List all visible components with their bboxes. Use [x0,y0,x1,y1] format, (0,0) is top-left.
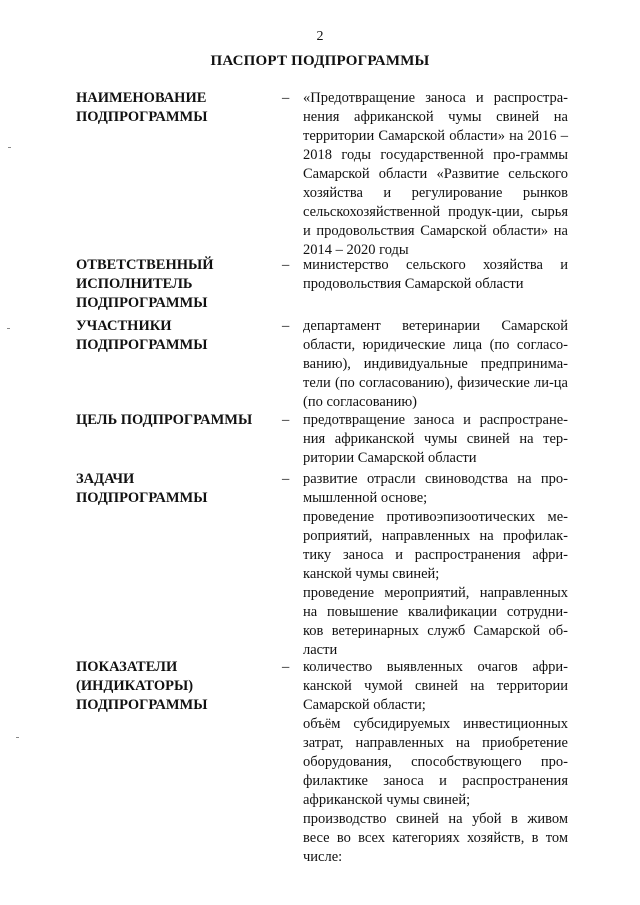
scan-speck [8,147,11,148]
page-number: 2 [316,29,324,44]
passport-row-value-paragraph: «Предотвращение заноса и распростра-нения африканской чумы свиней на территории Самарской области» на 2016 – 2018 годы государственной про-граммы Самарской области «Развитие сельского хозяйства и регулирование рынков сельскохозяйственной продук-ции, сырья и продовольствия Самарской области» на 2014 – 2020 годы [303,90,568,258]
passport-row-label: ОТВЕТСТВЕННЫЙ ИСПОЛНИТЕЛЬ ПОДПРОГРАММЫ [76,257,214,311]
passport-row-value-paragraph: объём субсидируемых инвестиционных затрат, направленных на приобретение оборудования, способствующего про-филактике заноса и распространения африканской чумы свиней; [303,716,568,808]
passport-row-value [303,317,568,412]
passport-row-value [303,256,568,294]
passport-row-value [303,89,568,260]
passport-row-label: НАИМЕНОВАНИЕ ПОДПРОГРАММЫ [76,90,208,125]
passport-row-value-paragraph: проведение противоэпизоотических ме-роприятий, направленных на профилак-тику заноса и распространения афри-канской чумы свиней; [303,509,568,582]
passport-row-value [303,411,568,468]
passport-row [76,256,568,313]
scan-speck [7,328,10,329]
passport-row-value [303,658,568,867]
passport-row-dash: – [282,412,290,428]
passport-row-dash: – [282,90,290,106]
passport-row-dash: – [282,659,290,675]
passport-row-label: ПОКАЗАТЕЛИ (ИНДИКАТОРЫ) ПОДПРОГРАММЫ [76,659,208,713]
passport-row-label: ЦЕЛЬ ПОДПРОГРАММЫ [76,412,253,428]
passport-row-value-paragraph: количество выявленных очагов афри-канской чумой свиней на территории Самарской области; [303,659,568,713]
passport-row-value-paragraph: министерство сельского хозяйства и продовольствия Самарской области [303,257,568,292]
passport-row-value-paragraph: развитие отрасли свиноводства на про-мышленной основе; [303,471,568,506]
passport-row-value-paragraph: предотвращение заноса и распростране-ния африканской чумы свиней на тер-ритории Самарской области [303,412,568,466]
passport-row-value [303,470,568,660]
scan-speck [16,737,19,738]
passport-row [76,317,568,412]
passport-row-value-paragraph: производство свиней на убой в живом весе во всех категориях хозяйств, в том числе: [303,811,568,865]
passport-row-dash: – [282,318,290,334]
passport-row-dash: – [282,257,290,273]
passport-row-value-paragraph: департамент ветеринарии Самарской области, юридические лица (по согласо-ванию), индивидуальные предпринима-тели (по согласованию), физические ли-ца (по согласованию) [303,318,568,410]
passport-row [76,658,568,867]
passport-row-dash: – [282,471,290,487]
passport-row-value-paragraph: проведение мероприятий, направленных на повышение квалификации сотрудни-ков ветеринарных служб Самарской об-ласти [303,585,568,658]
document-title: ПАСПОРТ ПОДПРОГРАММЫ [210,53,430,69]
passport-row [76,89,568,260]
passport-row-label: ЗАДАЧИ ПОДПРОГРАММЫ [76,471,208,506]
passport-row [76,470,568,660]
passport-row-label: УЧАСТНИКИ ПОДПРОГРАММЫ [76,318,208,353]
passport-row [76,411,568,468]
